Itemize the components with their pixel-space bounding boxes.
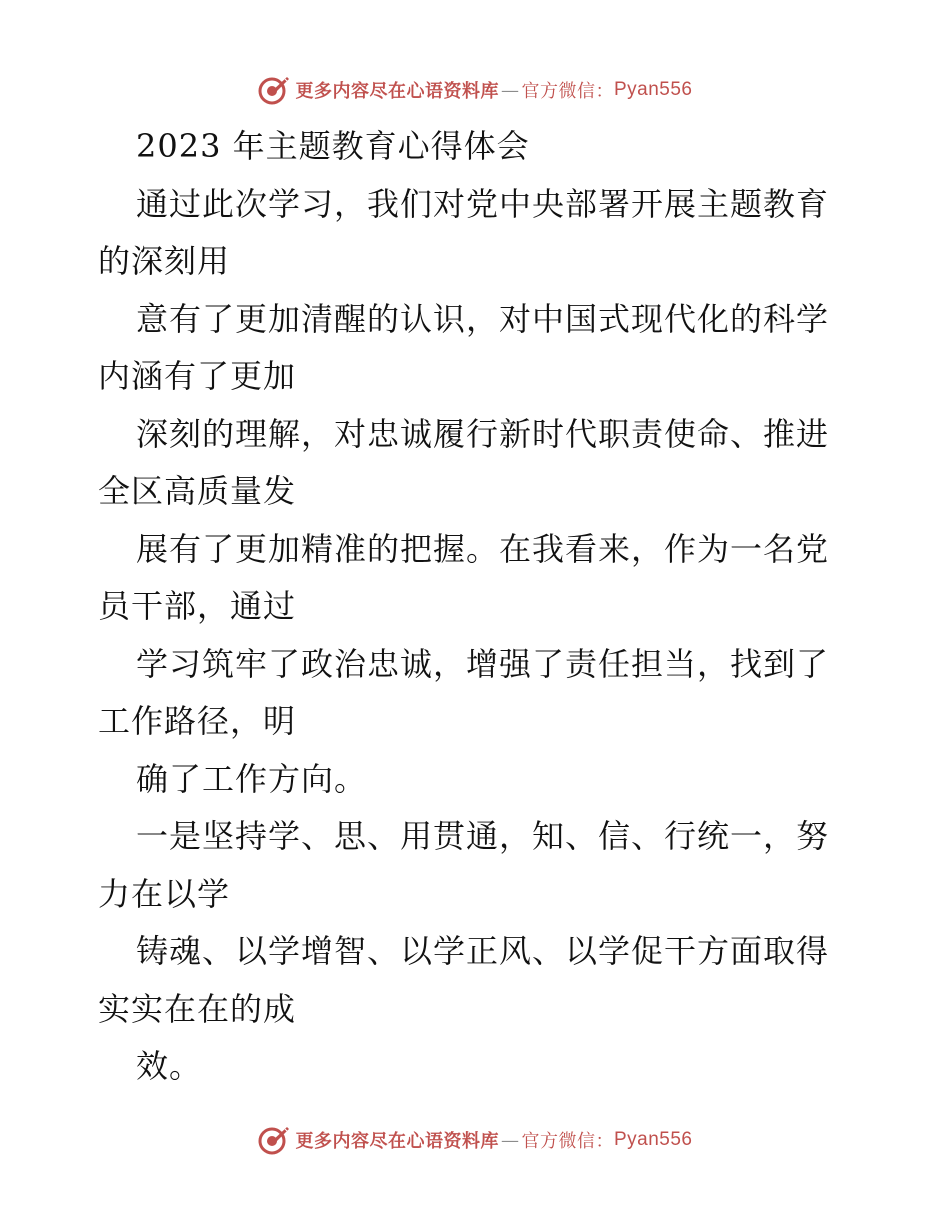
- paragraph-line: 内涵有了更加: [98, 357, 297, 395]
- document-body: [98, 118, 858, 1096]
- banner-dash: —: [500, 79, 520, 101]
- paragraph-line: 实实在在的成: [98, 989, 297, 1028]
- banner-slogan: 更多内容尽在心语资料库: [295, 1131, 499, 1152]
- paragraph-line: 效。: [136, 1047, 203, 1085]
- banner-dash: —: [500, 1129, 520, 1151]
- document-title: 2023 年主题教育心得体会: [136, 127, 530, 165]
- paragraph-line: 学习筑牢了政治忠诚，增强了责任担当，找到了: [136, 644, 830, 683]
- paragraph-line: 通过此次学习，我们对党中央部署开展主题教育: [136, 184, 830, 223]
- banner-wechat-label: 官方微信：: [521, 81, 614, 102]
- paragraph-line: 工作路径，明: [98, 702, 297, 740]
- paragraph-line: 的深刻用: [98, 242, 231, 280]
- paragraph-line: 力在以学: [98, 874, 231, 913]
- header-watermark-banner: [0, 70, 950, 110]
- paragraph-line: 全区高质量发: [98, 472, 297, 510]
- footer-watermark-banner: [0, 1120, 950, 1160]
- paragraph-line: 员干部，通过: [98, 587, 297, 625]
- pen-logo-icon: [257, 1123, 291, 1157]
- paragraph-line: 展有了更加精准的把握。在我看来，作为一名党: [136, 529, 830, 568]
- paragraph-line: 一是坚持学、思、用贯通，知、信、行统一，努: [136, 817, 830, 855]
- pen-logo-icon: [257, 73, 291, 107]
- banner-wechat-label: 官方微信：: [521, 1131, 614, 1152]
- banner-slogan: 更多内容尽在心语资料库: [295, 81, 499, 102]
- paragraph-line: 确了工作方向。: [136, 759, 368, 798]
- paragraph-line: 意有了更加清醒的认识，对中国式现代化的科学: [136, 299, 830, 338]
- paragraph-line: 铸魂、以学增智、以学正风、以学促干方面取得: [136, 932, 830, 970]
- paragraph-line: 深刻的理解，对忠诚履行新时代职责使命、推进: [136, 414, 830, 453]
- banner-wechat-id: Pyan556: [613, 1129, 693, 1150]
- banner-wechat-id: Pyan556: [613, 79, 693, 100]
